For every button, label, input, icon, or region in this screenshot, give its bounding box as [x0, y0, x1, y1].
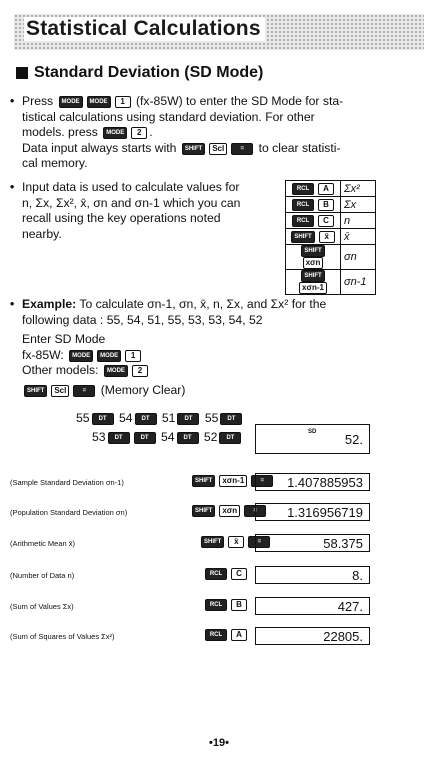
calculator-display: SD 52.	[255, 424, 370, 454]
mode-key: MODE	[104, 365, 128, 377]
page-number: •19•	[209, 737, 229, 749]
table-row: SHIFTxσn-1 σn-1	[286, 270, 376, 295]
calculator-key-icon: RCL	[205, 599, 227, 611]
result-label: (Sample Standard Deviation σn-1)	[10, 478, 124, 487]
calculator-key-icon: DT	[134, 432, 156, 444]
scl-key: Scl	[51, 385, 69, 397]
table-row: RCL A Σx²	[286, 181, 376, 197]
calculator-key-icon: DT	[219, 432, 241, 444]
result-keys	[203, 568, 249, 580]
calculator-key-icon: =	[248, 536, 270, 548]
calculator-key-icon: RCL	[205, 629, 227, 641]
result-label: (Sum of Squares of Values Σx²)	[10, 632, 115, 641]
calculator-key-icon: RCL	[292, 199, 314, 211]
calculator-key-icon: SHIFT	[192, 475, 215, 487]
calculator-key-icon: B	[318, 199, 334, 211]
result-display: 1.407885953	[255, 473, 370, 491]
section-heading-text: Standard Deviation (SD Mode)	[34, 64, 264, 81]
mode-key: MODE	[87, 96, 111, 108]
calculator-key-icon: DT	[177, 432, 199, 444]
paragraph-sd-mode: • Press MODE MODE 1 (fx-85W) to enter the SD Mode for sta- tistical calculations using standard deviation. For other models. press MODE 2 . Data input always starts with SHIFT Scl = to clear statisti- cal memory.	[10, 94, 344, 171]
result-display: 427.	[255, 597, 370, 615]
result-label: (Population Standard Deviation σn)	[10, 508, 128, 517]
calculator-key-icon: =	[244, 505, 266, 517]
calculator-key-icon: xσn-1	[299, 282, 327, 294]
sd-indicator: SD	[308, 429, 317, 435]
calculator-key-icon: SHIFT	[192, 505, 215, 517]
two-key: 2	[132, 365, 148, 377]
calculator-key-icon: xσn-1	[219, 475, 247, 487]
calculator-key-icon: DT	[108, 432, 130, 444]
mode-key: MODE	[103, 127, 127, 139]
result-display: 8.	[255, 566, 370, 584]
calculator-key-icon: B	[231, 599, 247, 611]
table-row: RCL B Σx	[286, 197, 376, 213]
table-row: SHIFT x̄ x̄	[286, 229, 376, 245]
example-block: • Example: To calculate σn-1, σn, x̄, n, Σx, and Σx² for the following data : 55, 54, 51, 55, 53, 53, 54, 52 Enter SD Mode fx-85W: MODE MODE 1 Other models: MODE 2 SHIFT Scl = (Memory Clear)	[10, 297, 327, 397]
shift-key: SHIFT	[24, 385, 47, 397]
recall-key-table	[285, 180, 376, 295]
table-row: SHIFTxσn σn	[286, 245, 376, 270]
data-entry-line-1: 55 DT 54 DT 51 DT 55 DT	[76, 411, 244, 427]
calculator-key-icon: x̄	[319, 231, 335, 243]
calculator-key-icon: xσn	[303, 257, 324, 269]
calculator-key-icon: C	[231, 568, 247, 580]
data-entry-line-2: 53 DT DT 54 DT 52 DT	[92, 430, 243, 446]
calculator-key-icon: RCL	[292, 215, 314, 227]
result-display: 1.316956719	[255, 503, 370, 521]
square-bullet-icon	[16, 67, 28, 79]
calculator-key-icon: RCL	[292, 183, 314, 195]
result-label: (Sum of Values Σx)	[10, 602, 74, 611]
calculator-key-icon: DT	[220, 413, 242, 425]
paragraph-input-data: • Input data is used to calculate values for n, Σx, Σx², x̄, σn and σn-1 which you can recall using the key operations noted nearby.	[10, 180, 241, 241]
equals-key: =	[73, 385, 95, 397]
calculator-key-icon: DT	[135, 413, 157, 425]
table-row: RCL C n	[286, 213, 376, 229]
calculator-key-icon: DT	[177, 413, 199, 425]
calculator-key-icon: RCL	[205, 568, 227, 580]
equals-key: =	[231, 143, 253, 155]
calculator-key-icon: A	[318, 183, 334, 195]
result-label: (Number of Data n)	[10, 571, 75, 580]
mode-key: MODE	[69, 350, 93, 362]
calculator-key-icon: =	[251, 475, 273, 487]
mode-key: MODE	[97, 350, 121, 362]
calculator-key-icon: SHIFT	[301, 270, 324, 282]
calculator-key-icon: DT	[92, 413, 114, 425]
result-display: 22805.	[255, 627, 370, 645]
scl-key: Scl	[209, 143, 227, 155]
calculator-key-icon: x̄	[228, 536, 244, 548]
one-key: 1	[115, 96, 131, 108]
mode-key: MODE	[59, 96, 83, 108]
page-title: Statistical Calculations	[24, 17, 265, 41]
result-keys	[203, 599, 249, 611]
calculator-key-icon: xσn	[219, 505, 240, 517]
calculator-key-icon: SHIFT	[301, 245, 324, 257]
result-keys	[203, 629, 249, 641]
result-display: 58.375	[255, 534, 370, 552]
calculator-key-icon: A	[231, 629, 247, 641]
result-label: (Arithmetic Mean x̄)	[10, 539, 76, 548]
shift-key: SHIFT	[182, 143, 205, 155]
two-key: 2	[131, 127, 147, 139]
calculator-key-icon: SHIFT	[201, 536, 224, 548]
calculator-key-icon: C	[318, 215, 334, 227]
calculator-key-icon: SHIFT	[291, 231, 314, 243]
section-heading	[16, 64, 263, 82]
one-key: 1	[125, 350, 141, 362]
